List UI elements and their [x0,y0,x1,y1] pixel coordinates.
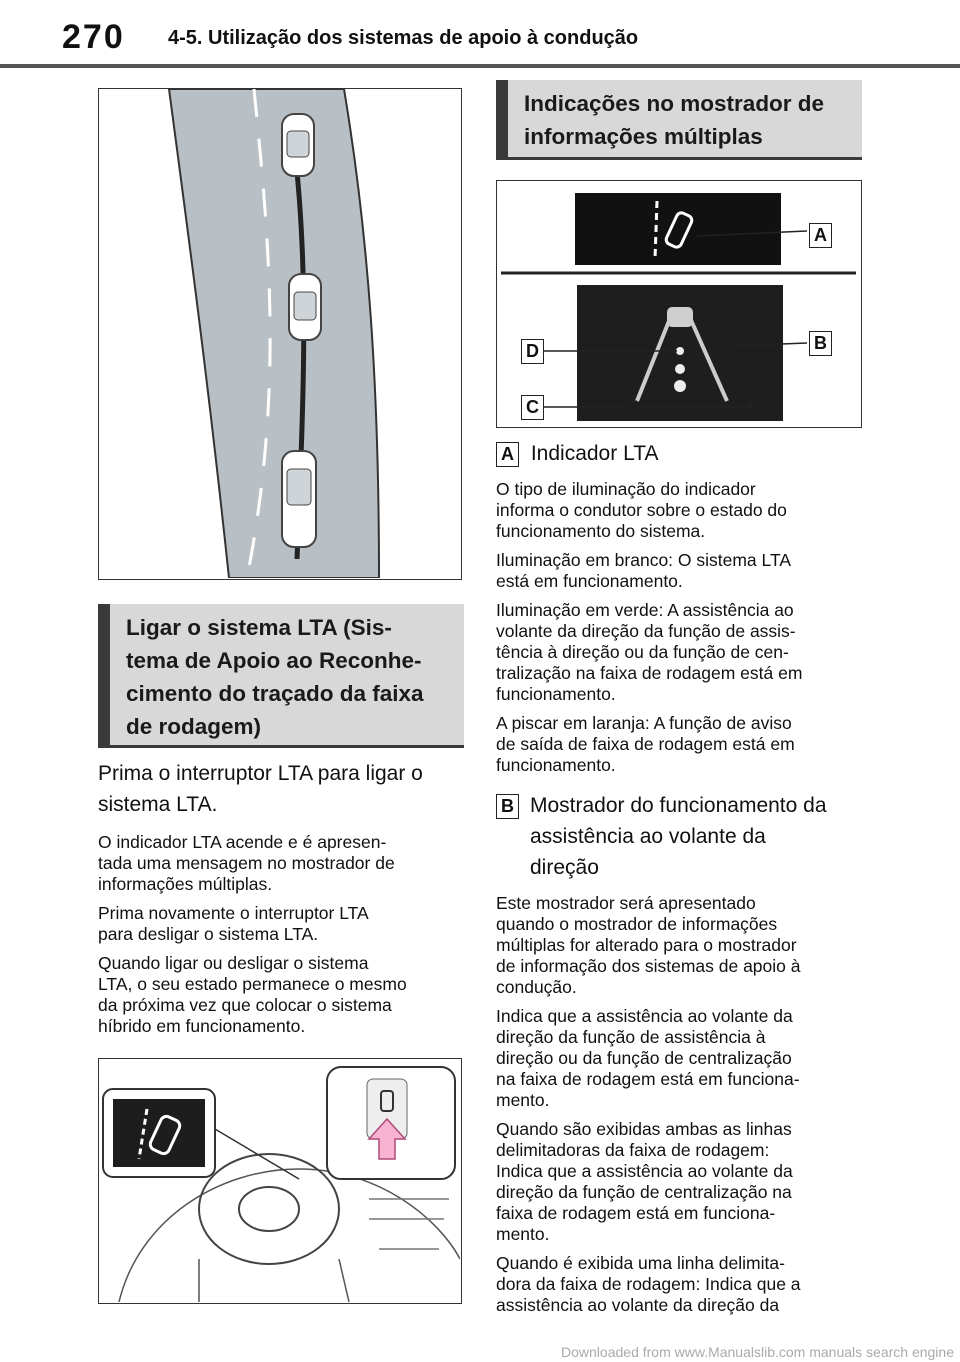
paragraph [98,953,464,1037]
text-line: tência à direção ou da função de cen- [496,642,789,662]
section-heading-display [496,80,862,160]
text-line: mento. [496,1090,550,1110]
item-a-tag: A [496,442,519,467]
heading-line: tema de Apoio ao Reconhe- [126,648,422,673]
text-line: O tipo de iluminação do indicador [496,479,756,499]
right-body [496,438,862,1324]
section-heading-lta [98,604,464,748]
text-line: volante da direção da função de assis- [496,621,796,641]
header-rule [0,64,960,68]
heading-line: Indicações no mostrador de [524,91,825,116]
text-line: faixa de rodagem está em funciona- [496,1203,776,1223]
display-illustration [497,181,860,426]
text-line: na faixa de rodagem está em funciona- [496,1069,800,1089]
text-line: sistema LTA. [98,793,218,816]
item-b-tag: B [496,794,519,819]
multi-info-display-figure [496,180,862,428]
text-line: múltiplas for alterado para o mostrador [496,935,797,955]
item-b-title [496,790,862,883]
text-line: de informação dos sistemas de apoio à [496,956,801,976]
instruction-text [98,758,464,820]
dashboard-illustration [99,1059,460,1302]
car-icon [289,274,321,340]
text-line: Quando é exibida uma linha delimita- [496,1253,785,1273]
text-line: tralização na faixa de rodagem está em [496,663,803,683]
text-line: mento. [496,1224,550,1244]
text-line: condução. [496,977,577,997]
text-line: da próxima vez que colocar o sistema [98,995,392,1015]
lta-switch-figure [98,1058,462,1304]
text-line: Indica que a assistência ao volante da [496,1161,793,1181]
text-line: assistência ao volante da [530,825,766,848]
text-line: direção da função de centralização na [496,1182,792,1202]
text-line: Quando são exibidas ambas as linhas [496,1119,792,1139]
figure-label-a: A [809,223,832,248]
paragraph [496,600,862,705]
text-line: LTA, o seu estado permanece o mesmo [98,974,407,994]
paragraph [496,893,862,998]
heading-line: Ligar o sistema LTA (Sis- [126,615,392,640]
text-line: híbrido em funcionamento. [98,1016,306,1036]
paragraph [496,1253,862,1316]
text-line: informa o condutor sobre o estado do [496,500,787,520]
chapter-title: 4-5. Utilização dos sistemas de apoio à condução [168,27,639,49]
left-body [98,758,464,1045]
lane-trace-figure [98,88,462,580]
text-line: Quando ligar ou desligar o sistema [98,953,369,973]
text-line: está em funcionamento. [496,571,683,591]
page-number: 270 [62,18,125,56]
paragraph [496,1119,862,1245]
heading-line: informações múltiplas [524,124,763,149]
figure-label-d: D [521,339,544,364]
heading-line: cimento do traçado da faixa [126,681,424,706]
text-line: funcionamento. [496,684,616,704]
text-line: Prima o interruptor LTA para ligar o [98,762,423,785]
text-line: tada uma mensagem no mostrador de [98,853,395,873]
text-line: direção da função de assistência à [496,1027,766,1047]
paragraph [98,903,464,945]
car-icon [282,114,314,176]
paragraph [496,713,862,776]
text-line: de saída de faixa de rodagem está em [496,734,795,754]
item-a-title [496,438,862,469]
text-line: direção [530,856,599,879]
paragraph [496,550,862,592]
paragraph [98,832,464,895]
watermark: Downloaded from www.Manualslib.com manuals search engine [561,1344,954,1360]
paragraph [496,1006,862,1111]
text-line: Prima novamente o interruptor LTA [98,903,369,923]
figure-label-b: B [809,331,832,356]
text-line: para desligar o sistema LTA. [98,924,319,944]
text-line: funcionamento do sistema. [496,521,706,541]
text-line: delimitadoras da faixa de rodagem: [496,1140,770,1160]
text-line: Iluminação em branco: O sistema LTA [496,550,792,570]
text-line: direção ou da função de centralização [496,1048,792,1068]
car-icon [282,451,316,547]
text-line: quando o mostrador de informações [496,914,778,934]
paragraph [496,479,862,542]
figure-label-c: C [521,395,544,420]
text-line: Mostrador do funcionamento da [530,794,827,817]
text-line: Indica que a assistência ao volante da [496,1006,793,1026]
text-line: Este mostrador será apresentado [496,893,756,913]
text-line: dora da faixa de rodagem: Indica que a [496,1274,801,1294]
item-a-title-text: Indicador LTA [530,442,659,465]
text-line: Iluminação em verde: A assistência ao [496,600,794,620]
heading-line: de rodagem) [126,714,262,739]
lane-trace-illustration [99,89,460,578]
text-line: O indicador LTA acende e é apresen- [98,832,387,852]
text-line: informações múltiplas. [98,874,273,894]
text-line: assistência ao volante da direção da [496,1295,780,1315]
lta-indicator-screen [575,193,781,265]
text-line: funcionamento. [496,755,616,775]
text-line: A piscar em laranja: A função de aviso [496,713,792,733]
